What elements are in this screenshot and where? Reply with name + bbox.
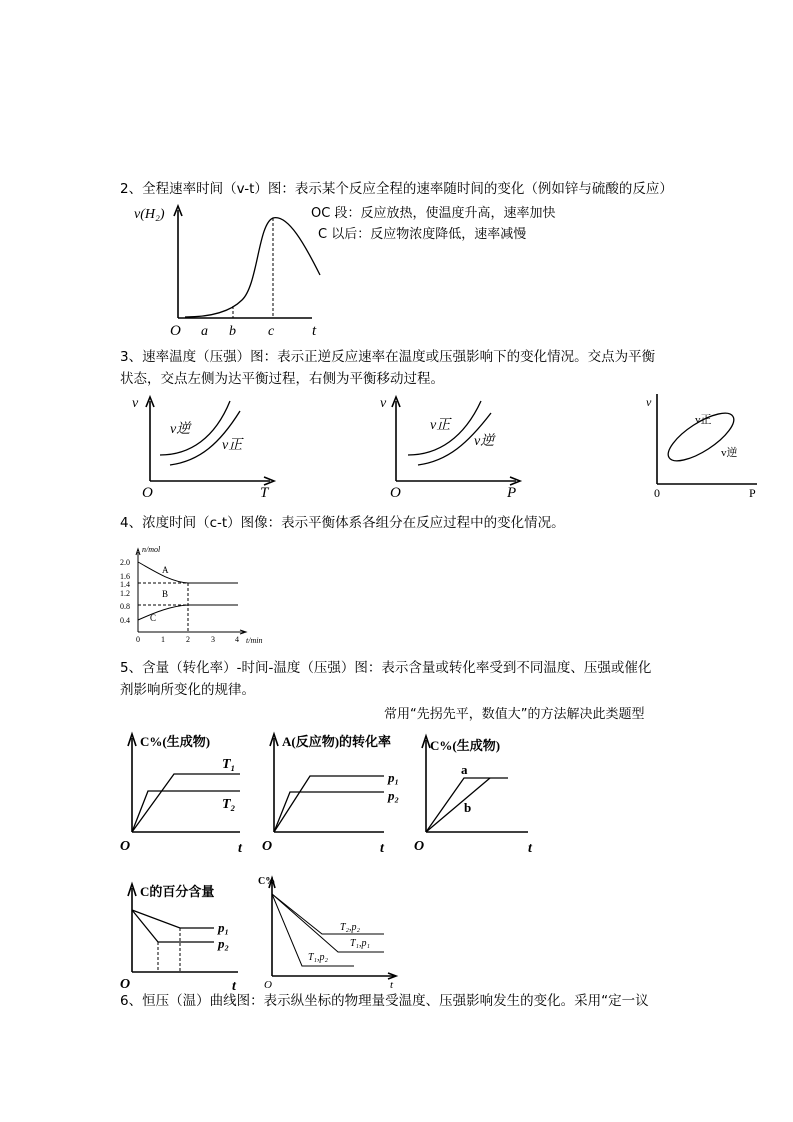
vt-tick-c: c bbox=[268, 324, 275, 339]
section-6-text: 6、恒压（温）曲线图：表示纵坐标的物理量受温度、压强影响发生的变化。采用“定一议 bbox=[120, 993, 649, 1009]
vt-note-2: C 以后：反应物浓度降低，速率减慢 bbox=[318, 227, 527, 242]
vT-xlabel: T bbox=[260, 485, 269, 501]
content3-ylabel: C%(生成物) bbox=[430, 738, 501, 753]
vP-ylabel: v bbox=[380, 396, 387, 411]
ct-xtick: 3 bbox=[211, 635, 215, 644]
ct-xtick: 1 bbox=[161, 635, 165, 644]
ct-curve-a bbox=[138, 562, 238, 583]
section-5-tip: 常用“先拐先平，数值大”的方法解决此类题型 bbox=[384, 707, 645, 722]
loop-origin: 0 bbox=[654, 486, 660, 500]
vP-curve-label-1: v正 bbox=[430, 418, 451, 433]
vT-origin: O bbox=[142, 485, 153, 501]
ct-xtick: 2 bbox=[186, 635, 190, 644]
content5-ylabel: C% bbox=[258, 876, 276, 887]
content5-series-1: T₂,p₂ bbox=[340, 922, 361, 933]
content4-origin: O bbox=[120, 977, 131, 992]
loop-ylabel: v bbox=[646, 395, 652, 409]
ct-series-c: C bbox=[150, 613, 157, 623]
content3-origin: O bbox=[414, 839, 425, 854]
loop-xlabel: P bbox=[749, 486, 756, 500]
ct-ytick: 0.8 bbox=[120, 602, 130, 611]
ct-ylabel: n/mol bbox=[142, 545, 161, 554]
content2-xlabel: t bbox=[380, 841, 384, 856]
content1-ylabel: C%(生成物) bbox=[140, 734, 211, 749]
ct-ytick: 2.0 bbox=[120, 558, 130, 567]
loop-label-2: v逆 bbox=[721, 447, 738, 459]
ct-ytick: 1.4 bbox=[120, 580, 130, 589]
vt-xlabel: t bbox=[312, 323, 317, 339]
vP-curve-label-2: v逆 bbox=[474, 434, 495, 449]
vP-chart bbox=[376, 393, 526, 503]
ct-chart bbox=[116, 542, 276, 647]
content-chart-3 bbox=[408, 728, 548, 858]
content5-curve-1 bbox=[272, 894, 384, 934]
vt-note-1: OC 段：反应放热，使温度升高，速率加快 bbox=[311, 206, 556, 221]
content3-series-a: a bbox=[461, 762, 468, 777]
vP-xlabel: P bbox=[507, 485, 517, 501]
loop-chart bbox=[645, 390, 765, 500]
vP-origin: O bbox=[390, 485, 401, 501]
content4-series-p1: p₁ bbox=[218, 920, 230, 935]
section-4-text: 4、浓度时间（c-t）图像：表示平衡体系各组分在反应过程中的变化情况。 bbox=[120, 515, 565, 531]
ct-ytick: 0.4 bbox=[120, 616, 130, 625]
vt-origin: O bbox=[170, 323, 181, 339]
ct-xtick: 4 bbox=[235, 635, 239, 644]
ct-xlabel: t/min bbox=[246, 636, 263, 645]
content1-origin: O bbox=[120, 839, 131, 854]
vT-ylabel: v bbox=[132, 396, 139, 411]
section-2-text: 2、全程速率时间（v-t）图：表示某个反应全程的速率随时间的变化（例如锌与硫酸的反应） bbox=[120, 181, 673, 197]
ct-xtick: 0 bbox=[136, 635, 140, 644]
content5-series-3: T₁,p₂ bbox=[308, 952, 329, 963]
content-chart-5 bbox=[258, 870, 398, 990]
content4-ylabel: C的百分含量 bbox=[140, 884, 215, 899]
vt-chart bbox=[130, 200, 460, 340]
content1-series-t1: T₁ bbox=[222, 757, 236, 772]
vt-ylabel: v(H₂) bbox=[134, 207, 165, 222]
content2-series-p2: p₂ bbox=[388, 788, 400, 803]
content4-xlabel: t bbox=[232, 979, 236, 994]
content2-ylabel: A(反应物)的转化率 bbox=[282, 734, 392, 749]
ct-ytick: 1.2 bbox=[120, 589, 130, 598]
vT-curve-label-1: v逆 bbox=[170, 422, 191, 437]
vT-curve-label-2: v正 bbox=[222, 438, 243, 453]
content-chart-4 bbox=[118, 880, 248, 1000]
content2-origin: O bbox=[262, 839, 273, 854]
vt-tick-a: a bbox=[201, 324, 208, 339]
section-5-line-1: 5、含量（转化率）-时间-温度（压强）图：表示含量或转化率受到不同温度、压强或催化 bbox=[120, 660, 652, 676]
loop-label-1: v正 bbox=[695, 414, 712, 426]
content3-series-b: b bbox=[464, 800, 472, 815]
content5-series-2: T₁,p₁ bbox=[350, 938, 371, 949]
vT-chart bbox=[130, 393, 280, 503]
vt-tick-b: b bbox=[229, 324, 236, 339]
section-3-line-1: 3、速率温度（压强）图：表示正逆反应速率在温度或压强影响下的变化情况。交点为平衡 bbox=[120, 349, 656, 365]
content4-series-p2: p₂ bbox=[218, 936, 230, 951]
content2-curve-p1 bbox=[274, 776, 384, 832]
content3-xlabel: t bbox=[528, 841, 532, 856]
ct-series-b: B bbox=[162, 589, 169, 599]
content2-series-p1: p₁ bbox=[388, 770, 400, 785]
content-chart-2 bbox=[260, 728, 410, 858]
ct-series-a: A bbox=[162, 565, 169, 575]
vt-curve bbox=[185, 218, 320, 317]
content2-curve-p2 bbox=[274, 792, 384, 832]
section-3-line-2: 状态，交点左侧为达平衡过程，右侧为平衡移动过程。 bbox=[120, 371, 444, 387]
ct-ytick: 1.6 bbox=[120, 572, 130, 581]
content1-xlabel: t bbox=[238, 841, 242, 856]
content-chart-1 bbox=[118, 728, 258, 858]
content1-series-t2: T₂ bbox=[222, 797, 236, 812]
content5-xlabel: t bbox=[390, 979, 394, 991]
content5-origin: O bbox=[264, 979, 272, 991]
section-5-line-2: 剂影响所变化的规律。 bbox=[120, 682, 255, 698]
